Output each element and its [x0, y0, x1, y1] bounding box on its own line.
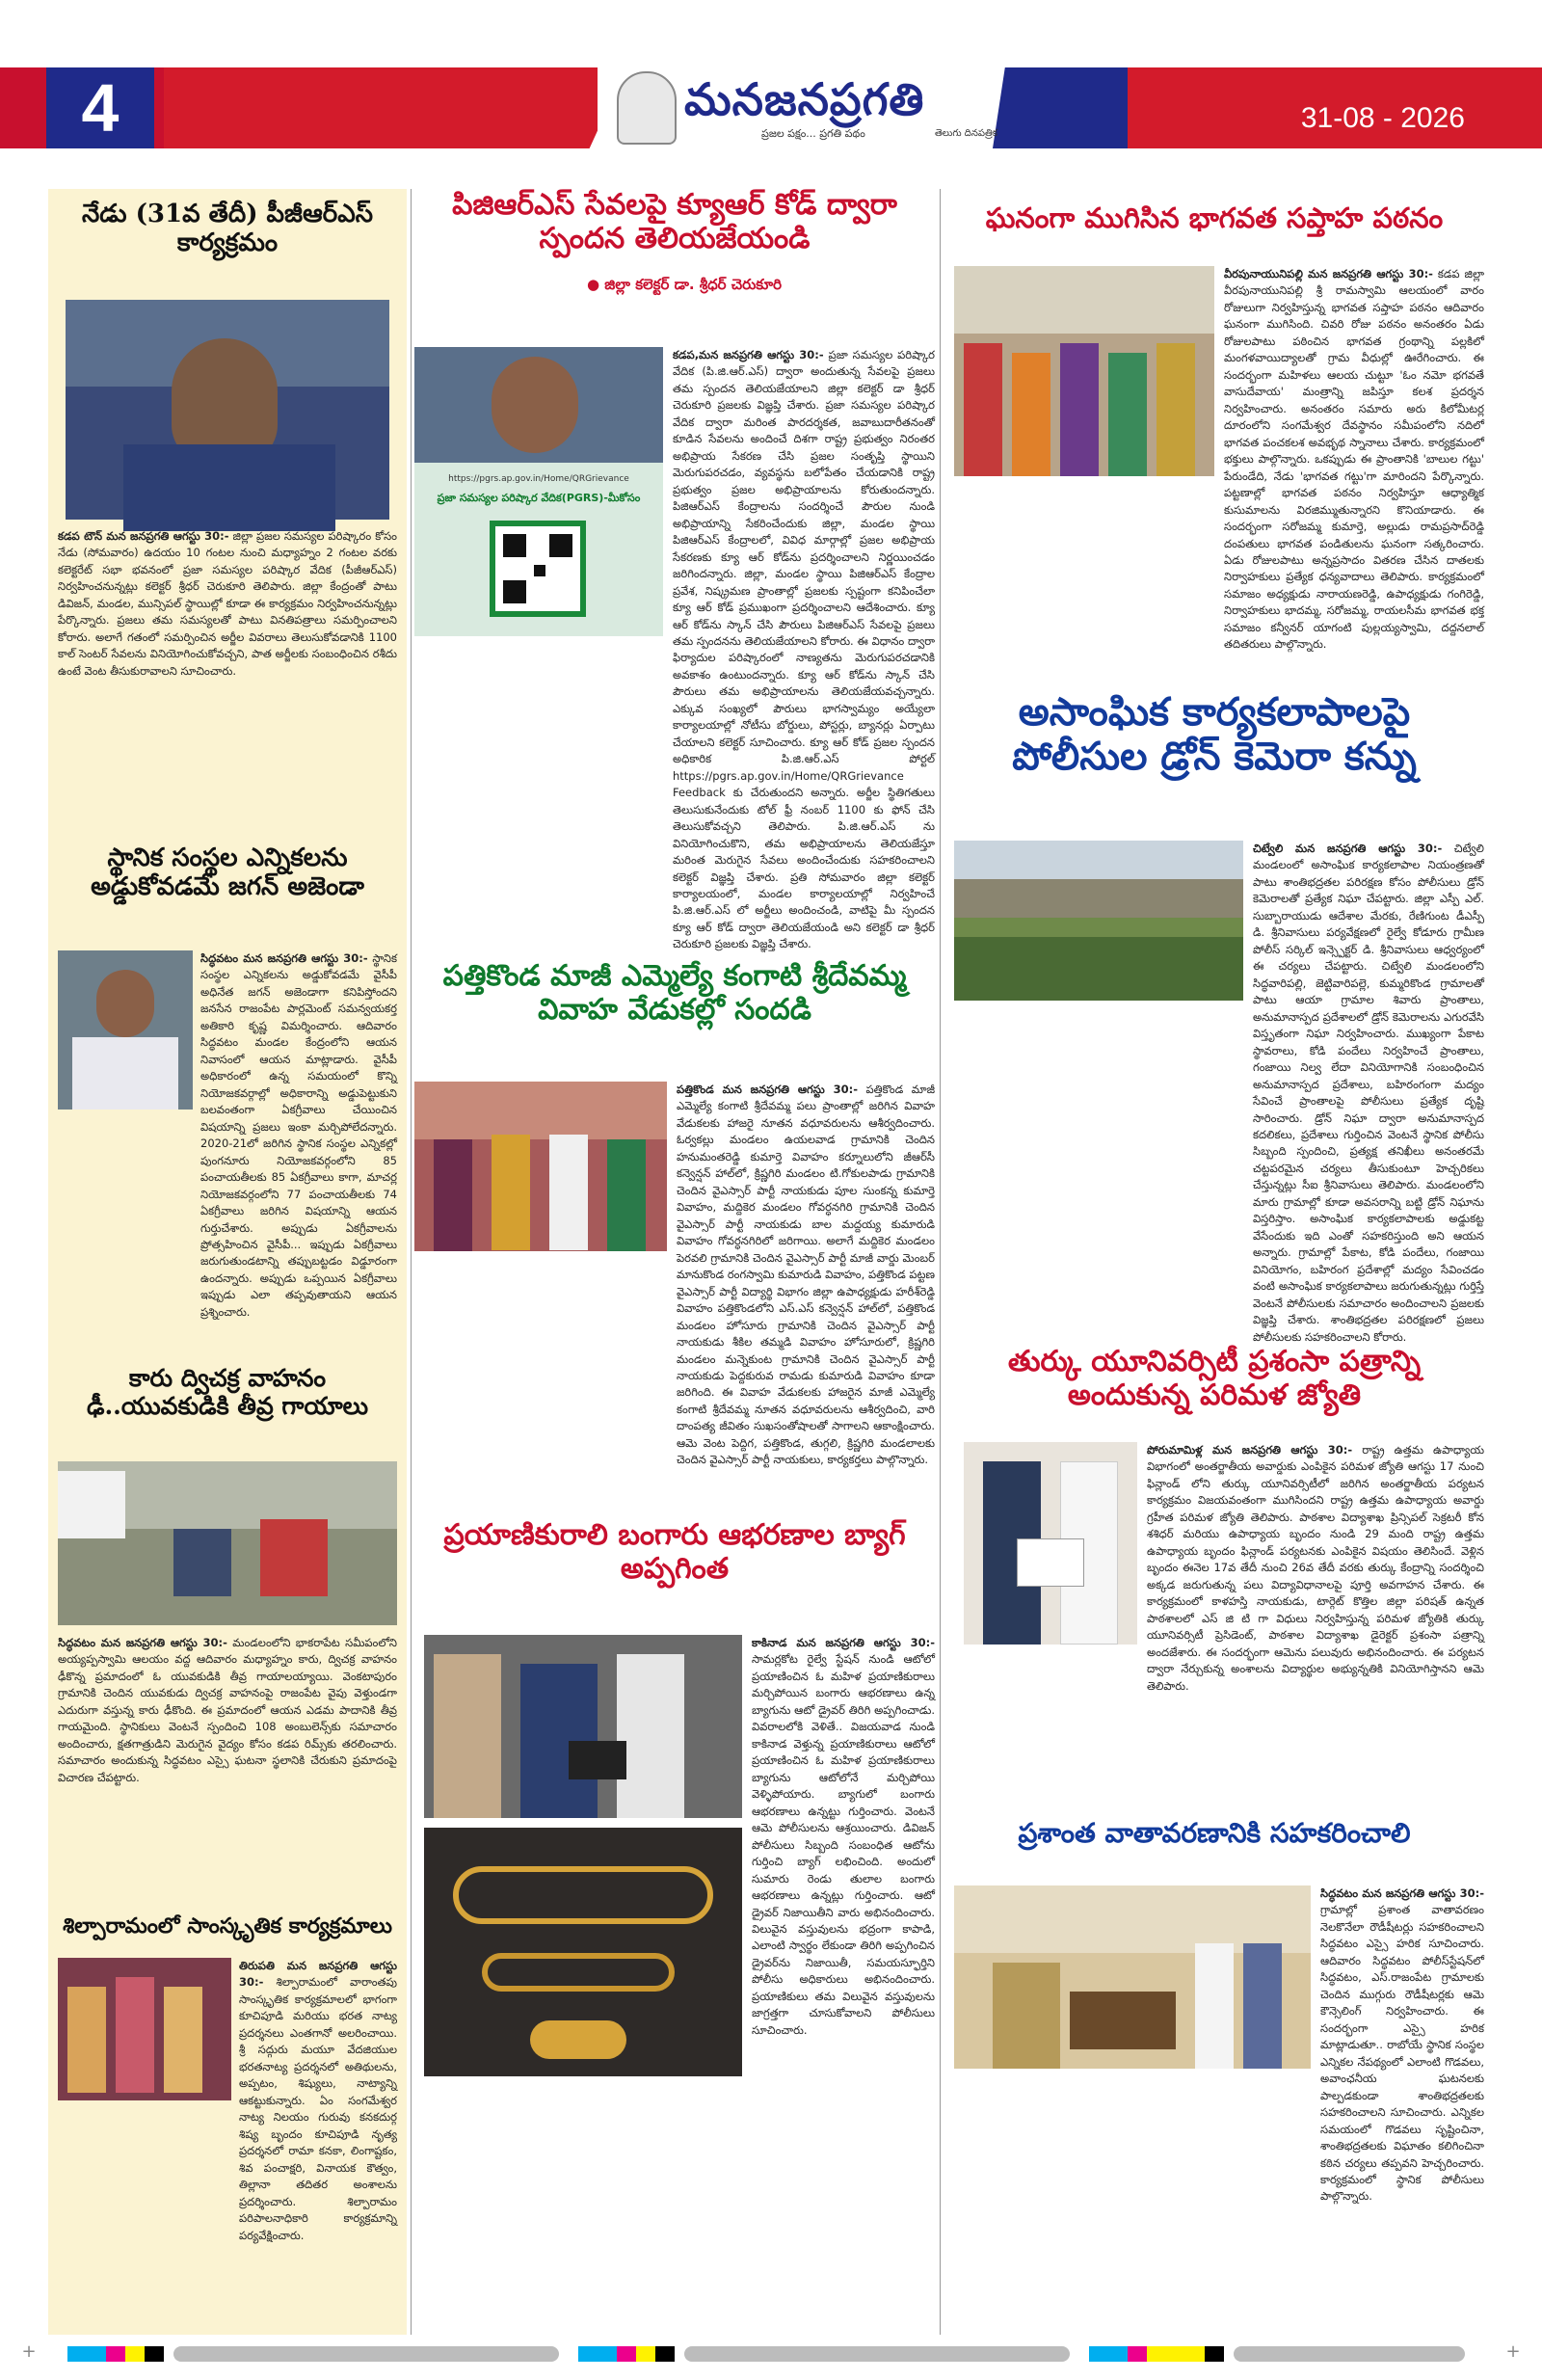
article-body: [239, 1958, 397, 2244]
article-body: [58, 1635, 397, 1786]
issue-date: 31-08 - 2026: [1300, 102, 1465, 134]
dance-photo: [58, 1958, 231, 2100]
crop-mark-icon: +: [21, 2341, 37, 2362]
left-column: [48, 189, 407, 2335]
article-byline: చిట్వేలి మన జనప్రగతి ఆగస్టు 30:-: [1253, 842, 1443, 855]
article-headline: ప్రశాంత వాతావరణానికి సహకరించాలి: [1018, 1817, 1411, 1849]
newspaper-tagline: ప్రజల పక్షం... ప్రగతి పథం: [761, 127, 865, 140]
article-body-lead: [1253, 841, 1484, 1344]
masthead-blue-band: [993, 67, 1147, 148]
crop-mark-icon: +: [1505, 2341, 1521, 2362]
article-text: శిల్పారామంలో వారాంతపు సాంస్కృతిక కార్యక్రమాలలో భాగంగా కూచిపూడి మరియు భరత నాట్య ప్రదర్శనలు ఎంతగానో అలరించాయి. శ్రీ సద్గురు మయూ వేదజియుల భరతనాట్య ప్రదర్శనలో అతిథులను, అప్పటం, శిష్యులు, నాట్యాన్ని ఆకట్టుకున్నారు. ఏం సంగమేశ్వర నాట్య నిలయం గురువు కనకదుర్గ శిష్య బృందం కూచిపూడి నృత్య ప్రదర్శనలో రామా కనకా, లింగాష్టకం, శివ పంచాక్షరి, వినాయక కౌత్వం, తిల్లానా తదితర అంశాలను ప్రదర్శించారు. శిల్పారామం పరిపాలనాధికారి కార్యక్రమాన్ని పర్యవేక్షించారు.: [239, 1975, 398, 2242]
article-text: కడప జిల్లా వీరపునాయునిపల్లి శ్రీ రామస్వామి ఆలయంలో వారం రోజులుగా నిర్వహిస్తున్న భాగవత సప్తాహ పఠనం ఆదివారం ఘనంగా ముగిసింది. చివరి రోజు పఠనం అనంతరం ఏడు రోజులపాటు పఠించిన భాగవత గ్రంథాన్ని పల్లకిలో మంగళవాయిద్యాలతో గ్రామ వీధుల్లో ఊరేగించారు. ఈ సందర్భంగా మహిళలు ఆలయ చుట్టూ 'ఓం నమో భగవతే వాసుదేవాయ' మంత్రాన్ని జపిస్తూ కలశ ప్రదర్శన నిర్వహించారు. అనంతరం సమారు అరు కిలోమీటర్ల దూరంలోని సంగమేశ్వర దేవస్థానం సమీపంలోని నదిలో భాగవత పంచకలశ అవభృథ స్నానాలు చేశారు. కార్యక్రమంలో భక్తులు పాల్గొన్నారు. ఒకప్పుడు ఈ ప్రాంతానికి 'బాలుల గట్టు' పేరుండేది, నేడు 'భాగవత గట్టు'గా మారిందని పేర్కొన్నారు. పట్టణాల్లో భాగవత పఠనం నిర్వహిస్తూ ఆధ్యాత్మిక కుసుమాలను విరజిమ్ముతున్నారని కొనియాడారు. ఈ సందర్భంగా సరోజమ్మ కుమార్తె, అల్లుడు రామప్రసాద్‌రెడ్డి దంపతులు భాగవత పండితులను ఘనంగా సత్కరించారు. ఏడు రోజులపాటు అన్నప్రసాదం వితరణ చేసిన దాతలకు నిర్వాహకులు ప్రత్యేక ధన్యవాదాలు తెలిపారు. కార్యక్రమంలో సమాజం అధ్యక్షుడు నారాయణరెడ్డి, ఉపాధ్యక్షుడు గంగిరెడ్డి, నిర్వాహకులు భాదమ్మ, సరోజమ్మ, రాయలసీమ భాగవత భక్త సమాజం కన్వీనర్ యాగంటి పుల్లయ్యస్వామి, దద్దనలాల్ తదితరులు పాల్గొన్నారు.: [1224, 267, 1484, 652]
photo-url: https://pgrs.ap.gov.in/Home/QRGrievance: [448, 474, 629, 484]
article-body: [752, 1635, 935, 2039]
article-byline: వీరపునాయునిపల్లి మన జనప్రగతి ఆగస్టు 30:-: [1224, 267, 1433, 281]
article-headline: శిల్పారామంలో సాంస్కృతిక కార్యక్రమాలు: [63, 1913, 392, 1939]
article-byline: పత్తికొండ మన జనప్రగతి ఆగస్టు 30:-: [677, 1083, 858, 1096]
article-text: మండలంలోని భాకరాపేట సమీపంలోని అయ్యప్పస్వామి ఆలయం వద్ద ఆదివారం మధ్యాహ్నం కారు, ద్విచక్ర వాహనం ఢీకొన్న ప్రమాదంలో ఓ యువకుడికి తీవ్ర గాయాలయ్యాయి. వెంకటాపురం గ్రామానికి చెందిన యువకుడు ద్విచక్ర వాహనంపై రాజంపేట వైపు వెళ్తుండగా ఎదురుగా వస్తున్న కారు ఢీకొంది. ఈ ప్రమాదంలో ఆయన ఎడమ పాదానికి తీవ్ర గాయమైంది. స్థానికులు వెంటనే స్పందించి 108 అంబులెన్స్‌కు సమాచారం అందించారు, క్షతగాత్రుడిని మెరుగైన వైద్యం కోసం కడప రిమ్స్‌కు తరలించారు. సమాచారం అందుకున్న సిద్ధవటం ఎస్సై ఘటనా స్థలానికి చేరుకుని ప్రమాదంపై విచారణ చేపట్టారు.: [58, 1636, 397, 1784]
right-column: [944, 189, 1484, 2335]
article-text: పత్తికొండ మాజీ ఎమ్మెల్యే కంగాటి శ్రీదేవమ్మ పలు ప్రాంతాల్లో జరిగిన వివాహ వేడుకలకు హాజరై నూతన వధూవరులను ఆశీర్వదించారు. ఓర్వకల్లు మండలం ఉయలవాడ గ్రామానికి చెందిన హనుమంతరెడ్డి కుమార్తె వివాహం కర్నూలులోని జీఆర్‌సీ కన్వెన్షన్ హాల్‌లో, క్రిష్ణగిరి మండలం టి.గోకులపాడు గ్రామానికి చెందిన వైఎస్సార్ పార్టీ నాయకుడు పూల సుంకన్న కుమార్తె వివాహం, మద్దికెర మండలం గోవర్ధనగిరి గ్రామానికి చెందిన వైఎస్సార్ పార్టీ నాయకుడు బాల మద్దయ్య కుమారుడి వివాహం గోవర్ధనగిరిలో జరిగాయి. అలాగే మద్దికెర మండలం పెరవలి గ్రామానికి చెందిన వైఎస్సార్ పార్టీ మాజీ వార్డు మెంబర్ మానుకొండ రంగస్వామి కుమారుడి వివాహం, పత్తికొండ పట్టణ వైఎస్సార్ పార్టీ విద్యార్థి విభాగం జిల్లా ఉపాధ్యక్షుడు హరీశ్‌రెడ్డి వివాహం పత్తికొండలోని ఎస్.ఎస్ కన్వెన్షన్ హాల్‌లో, పత్తికొండ మండలం హోసూరు గ్రామానికి చెందిన వైఎస్సార్ పార్టీ నాయకుడు శీకిల తమ్మడి వివాహం హోసూరులో, క్రిష్ణగిరి మండలం మన్నెకుంట గ్రామానికి చెందిన వైఎస్సార్ పార్టీ నాయకుడు పెద్దకురువ రామడు కుమారుడి వివాహం కూడా జరిగింది. ఈ వివాహ వేడుకలకు హాజరైన మాజీ ఎమ్మెల్యే కంగాటి శ్రీదేవమ్మ నూతన వధూవరులను ఆశీర్వదించి, వారి దాంపత్య జీవితం సుఖసంతోషాలతో సాగాలని ఆకాంక్షించారు. ఆమె వెంట పెద్దిగ, పత్తికొండ, తుగ్గలి, క్రిష్ణగిరి మండలాలకు చెందిన వైఎస్సార్ పార్టీ నాయకులు, కార్యకర్తలు పాల్గొన్నారు.: [677, 1083, 936, 1467]
article-headline: ఘనంగా ముగిసిన భాగవత సప్తాహ పఠనం: [985, 201, 1444, 234]
article-byline: సిద్ధవటం మన జనప్రగతి ఆగస్టు 30:-: [58, 1636, 227, 1649]
article-byline: కడప,మన జనప్రగతి ఆగస్టు 30:-: [673, 348, 824, 361]
article-text: రాష్ట్ర ఉత్తమ ఉపాధ్యాయ విభాగంలో అంతర్జాతీయ అవార్డుకు ఎంపికైన పరిమళ జ్యోతి ఆగస్టు 17 నుంచి ఫిన్లాండ్ లోని తుర్కు యూనివర్సిటీలో జరిగిన అంతర్జాతీయ పర్యటన కార్యక్రమం విజయవంతంగా ముగిసిందని రాష్ట్ర ఉత్తమ ఉపాధ్యాయ అవార్డు గ్రహీత పరిమళ జ్యోతి తెలిపారు. పాఠశాల విద్యాశాఖ ప్రిన్సిపల్ సెక్రటరీ కోన శశిధర్ మరియు ఉపాధ్యాయ బృందం నుండి 29 మంది రాష్ట్ర ఉత్తమ ఉపాధ్యాయ బృందం ఫిన్లాండ్ పర్యటనకు ఎంపికైన విషయం తెలిసిందే. వెళ్లిన బృందం ఈనెల 17వ తేదీ నుంచి 26వ తేదీ వరకు తుర్కు కేంద్రాన్ని సందర్శించి అక్కడ జరుగుతున్న పలు విద్యావిధానాలపై పూర్తి అవగాహన చేశారు. ఈ కార్యక్రమంలో కాళహస్తి నాయకుడు, టార్గెట్ కొత్తిల జిల్లా పరిషత్ ఉన్నత పాఠశాలలో ఎస్ జి టి గా విధులు నిర్వహిస్తున్న పరిమళ జ్యోతికి తుర్కు యూనివర్సిటీ ప్రెసిడెంట్, పాఠశాల విద్యాశాఖ డైరెక్టర్ ప్రశంసా పత్రాన్ని అందజేశారు. ఈ సందర్భంగా ఆమెను పలువురు అభినందించారు. ఈ పర్యటన ద్వారా నేర్చుకున్న అంశాలను విద్యార్థుల అభ్యున్నతికి వినియోగిస్తానని ఆమె తెలిపారు.: [1147, 1443, 1485, 1693]
article-headline: అసాంఘిక కార్యకలాపాలపై పోలీసుల డ్రోన్ కెమెరా కన్ను: [1012, 689, 1417, 779]
article-body-lead: [677, 1082, 936, 1467]
article-byline: కాకినాడ మన జనప్రగతి ఆగస్టు 30:-: [752, 1636, 935, 1649]
article-text: ప్రజా సమస్యల పరిష్కార వేదిక (పి.జి.ఆర్.ఎస్) ద్వారా అందుతున్న సేవలపై ప్రజలు తమ స్పందన తెలియజేయాలని జిల్లా కలెక్టర్ డా శ్రీధర్ చెరుకూరి ప్రజలకు విజ్ఞప్తి చేశారు. ప్రజా సమస్యల పరిష్కార వేదిక ద్వారా మరింత పారదర్శకత, జవాబుదారీతనంతో కూడిన సేవలను అందించే దిశగా రాష్ట్ర ప్రభుత్వం నిరంతర అభిప్రాయ సేకరణ చేసి ప్రజల సంతృప్తి స్థాయిని మెరుగుపరచడం, వ్యవస్థను బలోపేతం చేయడానికి రాష్ట్ర ప్రభుత్వం ప్రజల అభిప్రాయాలను కోరుతుందన్నారు. పిజిఆర్‌ఎస్ కేంద్రాలను సందర్శించే పౌరుల నుండి అభిప్రాయాన్ని సేకరించేందుకు జిల్లా, మండల స్థాయి పిజిఆర్‌ఎస్ కేంద్రాలలో, వివిధ మార్గాల్లో ప్రజల అభిప్రాయ సేకరణకు క్యూ ఆర్ కోడ్‌ను ప్రదర్శించాలని నిర్ణయించడం జరిగిందన్నారు. జిల్లా, మండల స్థాయి పిజిఆర్‌ఎస్ కేంద్రాల ప్రవేశ, నిష్క్రమణ ప్రాంతాల్లో ప్రజలకు స్పష్టంగా కనిపించేలా క్యూ ఆర్ కోడ్ ప్రముఖంగా ప్రదర్శించాలని ఆదేశించారు. క్యూ ఆర్ కోడ్‌ను స్కాన్ చేసి పౌరులు పిజిఆర్‌ఎస్ సేవలపై ప్రజలు తమ స్పందనను తెలియజేయాలని కోరారు. ఈ విధానం ద్వారా ఫిర్యాదుల పరిష్కారంలో నాణ్యతను మెరుగుపరచడానికి అవకాశం ఉంటుందన్నారు. క్యూ ఆర్ కోడ్‌ను స్కాన్ చేసి పౌరులు తమ అభిప్రాయాలను తెలియజేయవచ్చన్నారు. ఎక్కువ సంఖ్యలో పౌరులు భాగస్వామ్యం అయ్యేలా కార్యాలయాల్లో నోటీసు బోర్డులు, పోస్టర్లు, బ్యానర్లు ఏర్పాటు చేయాలని కలెక్టర్ సూచించారు. క్యూ ఆర్ కోడ్ ప్రజల స్పందన అధికారిక పి.జి.ఆర్.ఎస్ పోర్టల్ https://pgrs.ap.gov.in/Home/QRGrievance Feedback కు చేరుతుందని అన్నారు. అర్జీల స్థితిగతులు తెలుసుకునేందుకు టోల్ ఫ్రీ నంబర్ 1100 కు ఫోన్ చేసి తెలుసుకోవచ్చని తెలిపారు. పి.జి.ఆర్.ఎస్ ను వినియోగించుకొని, తమ అభిప్రాయాలను తెలియజేస్తూ మరింత మెరుగైన సేవలు అందించేందుకు సహకరించాలని కలెక్టర్ విజ్ఞప్తి చేశారు. ప్రతి సోమవారం జిల్లా కలెక్టర్ కార్యాలయంలో, మండల కార్యాలయాల్లో నిర్వహించే పి.జి.ఆర్.ఎస్ లో అర్జీలు అందించండి, వాటిపై మీ స్పందన క్యూ ఆర్ కోడ్ ద్వారా తెలియజేయండి అని కలెక్టర్ డా శ్రీధర్ చెరుకూరి ప్రజలకు విజ్ఞప్తి చేశారు.: [673, 348, 935, 951]
article-headline: నేడు (31వ తేదీ) పీజీఆర్‌ఎస్ కార్యక్రమం: [82, 200, 373, 257]
article-body: [200, 950, 397, 1321]
column-divider: [411, 189, 412, 2335]
article-headline: తుర్కు యూనివర్సిటీ ప్రశంసా పత్రాన్ని అందుకున్న పరిమళ జ్యోతి: [1007, 1345, 1422, 1412]
bag-handover-photo: [424, 1635, 742, 1818]
collector-photo: [66, 300, 389, 520]
newspaper-logo: [617, 71, 1012, 147]
subhead-text: జిల్లా కలెక్టర్ డా. శ్రీధర్ చెరుకూరి: [604, 276, 783, 293]
politician-photo: [58, 950, 193, 1110]
accident-photo: [58, 1461, 397, 1625]
article-headline: ప్రయాణికురాలి బంగారు ఆభరణాల బ్యాగ్ అప్పగింత: [443, 1518, 906, 1586]
masthead: [0, 0, 1542, 154]
print-registration-strip: [39, 2346, 1503, 2362]
wedding-photo: [414, 1082, 667, 1251]
photo-caption: ప్రజా సమస్యల పరిష్కార వేదిక(PGRS)-మీకోసం: [437, 492, 641, 504]
article-headline: పత్తికొండ మాజీ ఎమ్మెల్యే కంగాటి శ్రీదేవమ్మ వివాహ వేడుకల్లో సందడి: [442, 959, 907, 1027]
article-headline: పిజిఆర్‌ఎస్ సేవలపై క్యూఆర్ కోడ్ ద్వారా స్పందన తెలియజేయండి: [452, 188, 897, 255]
pgrs-qr-photo: [414, 347, 663, 636]
article-text: సామర్లకోట రైల్వే స్టేషన్ నుండి ఆటోలో ప్రయాణించిన ఓ మహిళ ప్రయాణికురాలు మర్చిపోయిన బంగారు ఆభరణాలు ఉన్న బ్యాగును ఆటో డ్రైవర్ తిరిగి అప్పగించాడు. వివరాలలోకి వెళితే.. విజయవాడ నుండి కాకినాడ వెళ్తున్న ప్రయాణికురాలు ఆటోలో ప్రయాణించిన ఓ మహిళ ప్రయాణికురాలు బ్యాగును ఆటోలోనే మర్చిపోయి వెళ్ళిపోయారు. బ్యాగులో బంగారు ఆభరణాలు ఉన్నట్టు గుర్తించారు. వెంటనే ఆమె పోలీసులను ఆశ్రయించారు. డివిజన్ పోలీసులు సిబ్బంది సంబంధిత ఆటోను గుర్తించి బ్యాగ్ లభించింది. అందులో సుమారు రెండు తులాల బంగారు ఆభరణాలు ఉన్నట్లు గుర్తించారు. ఆటో డ్రైవర్ నిజాయితీని వారు అభినందించారు. విలువైన వస్తువులను భద్రంగా కాపాడి, ఎలాంటి స్వార్థం లేకుండా తిరిగి అప్పగించిన డ్రైవర్‌ను నిజాయితీ, సమయస్ఫూర్తిని పోలీసు అధికారులు అభినందించారు. ప్రయాణికులు తమ విలువైన వస్తువులను జాగ్రత్తగా చూసుకోవాలని పోలీసులు సూచించారు.: [752, 1652, 935, 2037]
article-byline: పోరుమామిళ్ల మన జనప్రగతి ఆగస్టు 30:-: [1147, 1443, 1353, 1457]
article-headline: స్థానిక సంస్థల ఎన్నికలను అడ్డుకోవడమే జగన్ అజెండా: [91, 843, 364, 901]
article-text: స్థానిక సంస్థల ఎన్నికలను అడ్డుకోవడమే వైసీపీ అధినేత జగన్ అజెండాగా కనిపిస్తోందని జనసేన రాజంపేట పార్లమెంట్ సమన్వయకర్త అతికారి కృష్ణ విమర్శించారు. ఆదివారం సిద్ధవటం మండల కేంద్రంలోని ఆయన నివాసంలో ఆయన మాట్లాడారు. వైసీపీ అధికారంలో ఉన్న సమయంలో కొన్ని నియోజకవర్గాల్లో అధికారాన్ని అడ్డుపెట్టుకుని బలవంతంగా ఏకగ్రీవాలు చేయించిన విషయాన్ని ప్రజలు ఇంకా మర్చిపోలేదన్నారు. 2020-21లో జరిగిన స్థానిక సంస్థల ఎన్నికల్లో పుంగనూరు నియోజకవర్గంలోని 85 పంచాయతీలకు 85 ఏకగ్రీవాలు కాగా, మాచర్ల నియోజకవర్గంలోని 77 పంచాయతీలకు 74 ఏకగ్రీవాలు జరిగిన విషయాన్ని ఆయన గుర్తుచేశారు. అప్పుడు ఏకగ్రీవాలను ప్రోత్సహించిన వైసీపీ... ఇప్పుడు ఏకగ్రీవాలు జరుగుతుండటాన్ని తప్పుబట్టడం విడ్డూరంగా ఉందన్నారు. అప్పుడు ఒప్పయిన ఏకగ్రీవాలు ఇప్పుడు ఎలా తప్పవుతాయని ఆయన ప్రశ్నించారు.: [200, 951, 397, 1319]
police-counselling-photo: [954, 1885, 1311, 2069]
article-text: గ్రామాల్లో ప్రశాంత వాతావరణం నెలకొనేలా రౌడీషీటర్లు సహకరించాలని సిద్ధవటం ఎస్సై హరిక సూచించారు. ఆదివారం సిద్ధవటం పోలీస్‌స్టేషన్‌లో సిద్ధవటం, ఎస్.రాజంపేట గ్రామాలకు చెందిన ముగ్గురు రౌడీషీటర్లకు ఆమె కౌన్సెలింగ్ నిర్వహించారు. ఈ సందర్భంగా ఎస్సై హరిక మాట్లాడుతూ.. రాబోయే స్థానిక సంస్థల ఎన్నికల నేపథ్యంలో ఎలాంటి గొడవలు, అవాంఛనీయ ఘటనలకు పాల్పడకుండా శాంతిభద్రతలకు సహకరించాలని సూచించారు. ఎన్నికల సమయంలో గొడవలు సృష్టించినా, శాంతిభద్రతలకు విఘాతం కలిగించినా కఠిన చర్యలు తప్పవని హెచ్చరించారు. కార్యక్రమంలో స్థానిక పోలీసులు పాల్గొన్నారు.: [1320, 1903, 1484, 2204]
logo-portrait-icon: [617, 71, 677, 145]
drone-landscape-photo: [954, 841, 1243, 1001]
article-subhead: ● జిల్లా కలెక్టర్ డా. శ్రీధర్ చెరుకూరి: [586, 276, 783, 293]
procession-photo: [954, 266, 1214, 476]
article-byline: సిద్ధవటం మన జనప్రగతి ఆగస్టు 30:-: [1320, 1886, 1484, 1900]
certificate-photo: [964, 1442, 1137, 1645]
middle-column: [414, 189, 935, 2335]
article-text: చిట్వేలి మండలంలో అసాంఘిక కార్యకలాపాల నియంత్రణతో పాటు శాంతిభద్రతల పరిరక్షణ కోసం పోలీసులు డ్రోన్ కెమెరాలతో ప్రత్యేక నిఘా చేపట్టారు. జిల్లా ఎస్పీ ఎల్. సుబ్బారాయుడు ఆదేశాల మేరకు, రేణిగుంట డీఎస్పీ డి. శ్రీనివాసులు పర్యవేక్షణలో రైల్వే కోడూరు గ్రామీణ పోలీస్ సర్కిల్ ఇన్స్పెక్టర్ డి. శ్రీనివాసులు ఆధ్వర్యంలో ఈ చర్యలు చేపట్టారు. చిట్వేలి మండలంలోని సిద్ధవారిపల్లి, జెట్టివారిపల్లె, కుమ్మరికొండ గ్రామాలతో పాటు ఆయా గ్రామాల శివారు ప్రాంతాలు, అనుమానాస్పద ప్రదేశాలలో డ్రోన్ కెమెరాలను ఎగురవేసి విస్తృతంగా నిఘా నిర్వహించారు. ముఖ్యంగా పేకాట స్థావరాలు, కోడి పందేలు నిర్వహించే ప్రాంతాలు, గంజాయి నిల్వ లేదా వినియోగానికి సంబంధించిన అనుమానాస్పద ప్రదేశాలు, బహిరంగంగా మద్యం సేవించే ప్రాంతాలపై పోలీసులు ప్రత్యేక దృష్టి సారించారు. డ్రోన్ నిఘా ద్వారా అనుమానాస్పద కదలికలు, ప్రదేశాలు గుర్తించిన వెంటనే స్థానిక పోలీసు సిబ్బంది స్పందించి, ప్రత్యక్ష తనిఖీలు అనంతరమే చట్టపరమైన చర్యలు తీసుకుంటూ హెచ్చరికలు చేస్తున్నట్లు సీఐ శ్రీనివాసులు తెలిపారు. మండలంలోని మారు గ్రామాల్లో కూడా అవసరాన్ని బట్టి డ్రోన్ నిఘాను విస్తరిస్తాం. అసాంఘిక కార్యకలాపాలకు అడ్డుకట్ట వేసేందుకు ఇది ఎంతో సహకరిస్తుంది అని ఆయన అన్నారు. గ్రామాల్లో పేకాట, కోడి పందేలు, గంజాయి వినియోగం, బహిరంగ ప్రదేశాల్లో మద్యం సేవించడం వంటి అసాంఘిక కార్యకలాపాలు జరుగుతున్నట్లు గుర్తిస్తే వెంటనే పోలీసులకు సమాచారం అందించాలని ప్రజలకు విజ్ఞప్తి చేశారు. శాంతిభద్రతల పరిరక్షణలో ప్రజలు పోలీసులకు సహకరించాలని కోరారు.: [1253, 842, 1484, 1344]
newspaper-name: మనజనప్రగతి: [684, 73, 925, 125]
article-byline: తిరుపతి మన జనప్రగతి ఆగస్టు 30:-: [239, 1959, 397, 1990]
article-body: [1224, 266, 1484, 654]
article-body-lead: [673, 347, 935, 951]
article-body: [58, 528, 397, 680]
masthead-red-band: [164, 67, 626, 148]
article-byline: సిద్ధవటం మన జనప్రగతి ఆగస్టు 30:-: [200, 951, 368, 965]
article-text: జిల్లా ప్రజల సమస్యల పరిష్కారం కోసం నేడు (సోమవారం) ఉదయం 10 గంటల నుంచి మధ్యాహ్నం 2 గంటల వరకు కలెక్టరేట్ సభా భవనంలో ప్రజా సమస్యల పరిష్కార వేదిక (పీజీఆర్‌ఎస్) నిర్వహించనున్నట్లు కలెక్టర్ శ్రీధర్ చెరుకూరి తెలిపారు. జిల్లా కేంద్రంతో పాటు డివిజన్, మండల, మున్సిపల్ స్థాయిల్లో కూడా ఈ కార్యక్రమం నిర్వహించనున్నట్లు పేర్కొన్నారు. ప్రజలు తమ సమస్యలతో పాటు వినతిపత్రాలు సమర్పించాలని కోరారు. అలాగే గతంలో సమర్పించిన అర్జీల వివరాలు తెలుసుకోవడానికి 1100 కాల్ సెంటర్ సేవలను వినియోగించుకోవచ్చని, పాత అర్జీలకు సంబంధించిన రశీదు ఉంటే వెంట తీసుకురావాలని సూచించారు.: [58, 529, 397, 678]
page-number: 4: [46, 67, 154, 148]
column-divider: [940, 189, 941, 2335]
article-body-lead: [1147, 1442, 1485, 1693]
gold-jewellery-photo: [424, 1828, 742, 2076]
article-byline: కడప టౌన్ మన జనప్రగతి ఆగస్టు 30:-: [58, 529, 229, 543]
article-body: [1320, 1885, 1484, 2206]
newspaper-tagline-2: తెలుగు దినపత్రిక: [935, 128, 998, 139]
qr-code-icon: [490, 521, 586, 617]
article-headline: కారు ద్విచక్ర వాహనం ఢీ..యువకుడికి తీవ్ర గాయాలు: [86, 1364, 369, 1420]
